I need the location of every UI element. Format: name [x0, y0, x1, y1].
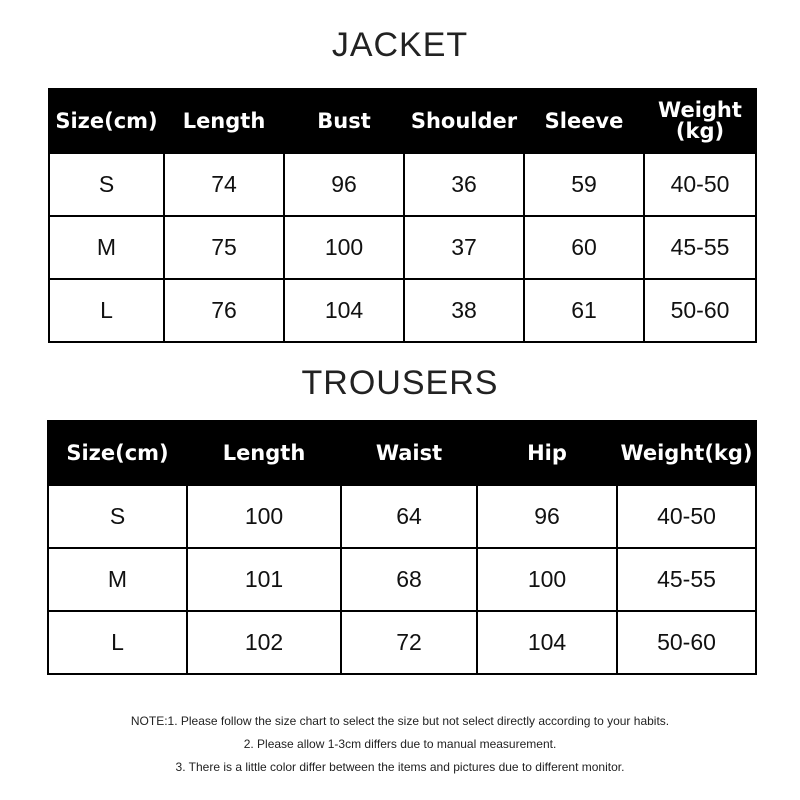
- table-row: [48, 548, 756, 611]
- table-row: [49, 153, 756, 216]
- table-cell: 50-60: [617, 611, 756, 674]
- table-cell: 76: [164, 279, 284, 342]
- column-header: Weight (kg): [644, 89, 756, 153]
- table-cell: 104: [477, 611, 617, 674]
- table-cell: L: [49, 279, 164, 342]
- table-header-row: [48, 421, 756, 485]
- table-row: [49, 279, 756, 342]
- notes: [0, 711, 800, 780]
- table-cell: 45-55: [644, 216, 756, 279]
- table-header-row: [49, 89, 756, 153]
- table-cell: 101: [187, 548, 341, 611]
- note-line: 2. Please allow 1-3cm differs due to manual measurement.: [243, 737, 557, 751]
- table-cell: 40-50: [617, 485, 756, 548]
- table-cell: 38: [404, 279, 524, 342]
- jacket-title: JACKET: [331, 26, 469, 64]
- note-line: NOTE:1. Please follow the size chart to select the size but not select directly according to your habits.: [130, 714, 670, 728]
- table-cell: M: [49, 216, 164, 279]
- table-cell: 40-50: [644, 153, 756, 216]
- table-row: [48, 485, 756, 548]
- table-cell: 96: [477, 485, 617, 548]
- table-cell: 61: [524, 279, 644, 342]
- table-cell: 37: [404, 216, 524, 279]
- table-cell: 60: [524, 216, 644, 279]
- column-header: Bust: [284, 89, 404, 153]
- column-header: Waist: [341, 421, 477, 485]
- table-cell: 64: [341, 485, 477, 548]
- note-line: 3. There is a little color differ between the items and pictures due to different monitor.: [175, 760, 625, 774]
- table-row: [48, 611, 756, 674]
- table-cell: 50-60: [644, 279, 756, 342]
- trousers-size-table: [47, 420, 757, 675]
- table-cell: S: [49, 153, 164, 216]
- column-header: Size(cm): [48, 421, 187, 485]
- table-cell: 45-55: [617, 548, 756, 611]
- column-header: Weight(kg): [617, 421, 756, 485]
- table-row: [49, 216, 756, 279]
- table-cell: 36: [404, 153, 524, 216]
- table-cell: 59: [524, 153, 644, 216]
- table-cell: 100: [477, 548, 617, 611]
- column-header: Length: [164, 89, 284, 153]
- column-header: Size(cm): [49, 89, 164, 153]
- table-cell: 72: [341, 611, 477, 674]
- table-cell: 74: [164, 153, 284, 216]
- column-header: Length: [187, 421, 341, 485]
- table-cell: L: [48, 611, 187, 674]
- table-cell: 102: [187, 611, 341, 674]
- table-cell: M: [48, 548, 187, 611]
- column-header: Shoulder: [404, 89, 524, 153]
- column-header: Hip: [477, 421, 617, 485]
- table-cell: 100: [284, 216, 404, 279]
- table-cell: 68: [341, 548, 477, 611]
- table-cell: 100: [187, 485, 341, 548]
- column-header: Sleeve: [524, 89, 644, 153]
- table-cell: 104: [284, 279, 404, 342]
- table-cell: 96: [284, 153, 404, 216]
- table-cell: S: [48, 485, 187, 548]
- jacket-size-table: [48, 88, 757, 343]
- table-cell: 75: [164, 216, 284, 279]
- trousers-title: TROUSERS: [301, 364, 499, 402]
